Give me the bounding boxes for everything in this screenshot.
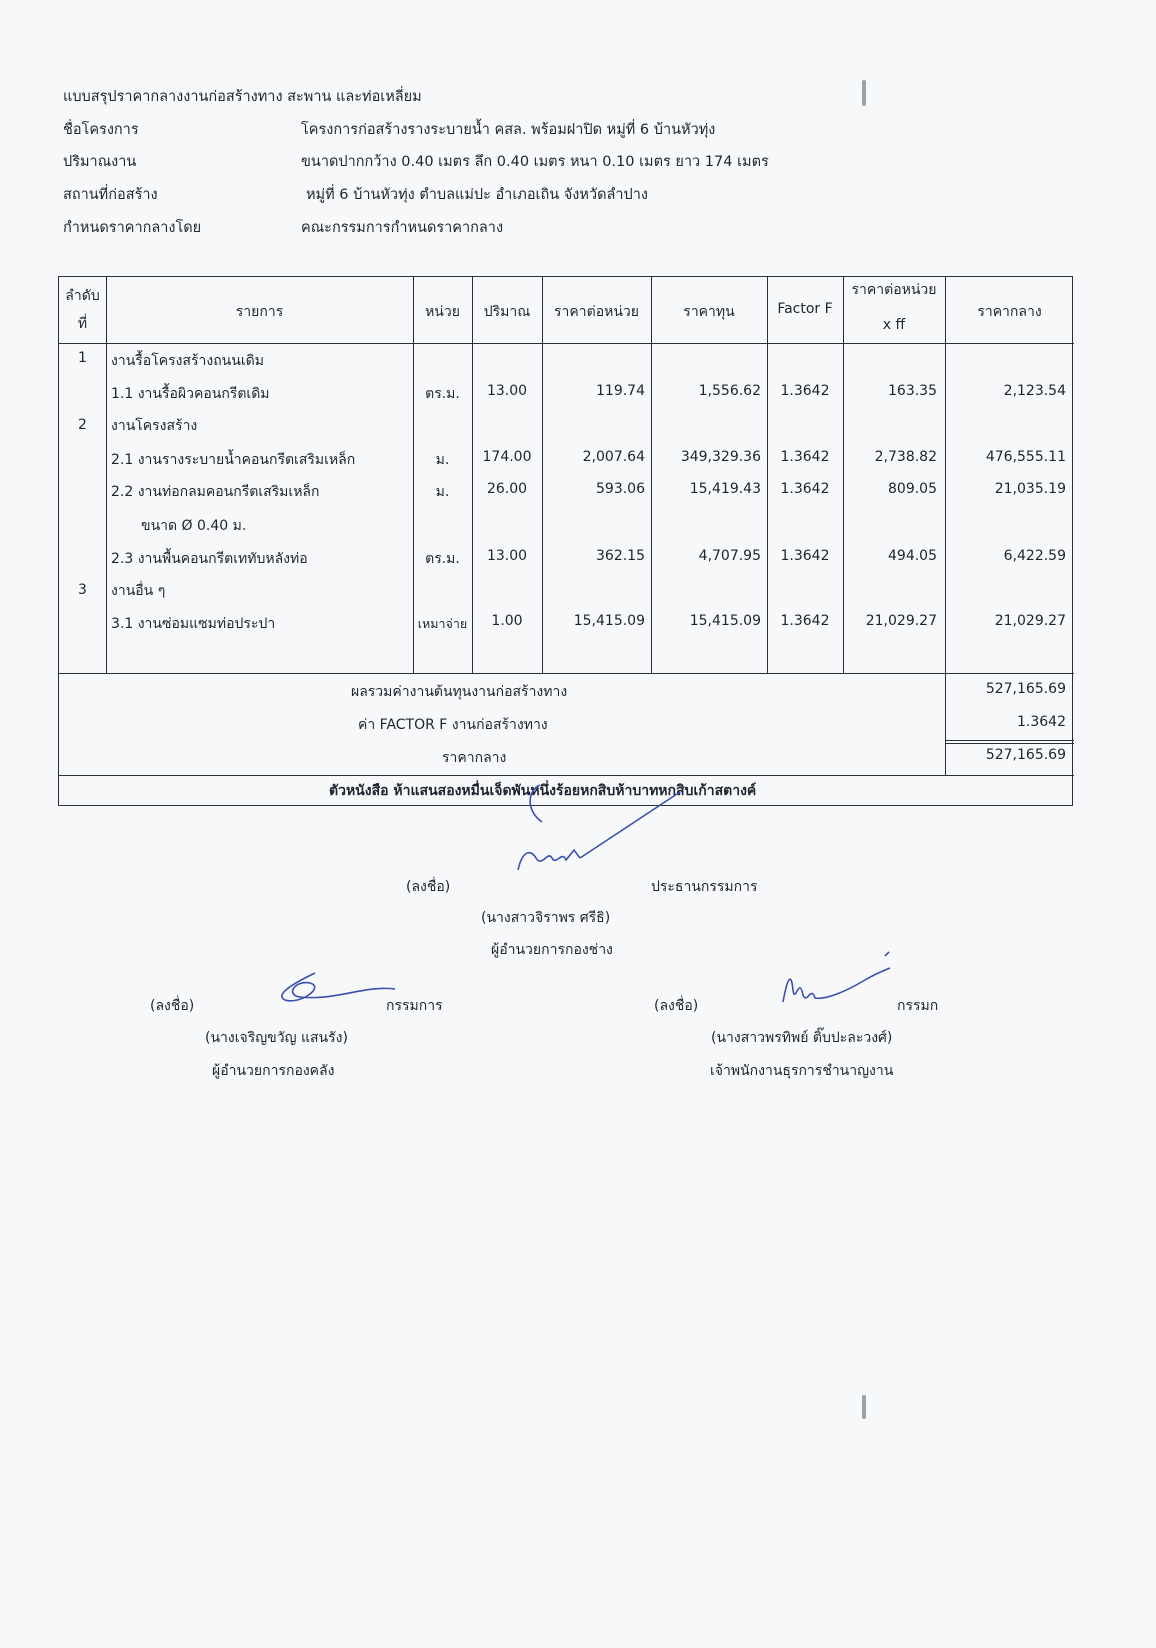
member2-name: (นางสาวพรทิพย์ ติ๊บปะละวงศ์) xyxy=(711,1030,893,1046)
row-price-ff: 494.05 xyxy=(888,548,937,564)
row-unit: ม. xyxy=(435,484,450,500)
header-item: รายการ xyxy=(235,304,284,320)
row-seq: 2 xyxy=(78,417,87,433)
chair-position: ผู้อำนวยการกองช่าง xyxy=(491,942,613,958)
row-cost: 1,556.62 xyxy=(698,383,761,399)
chair-name: (นางสาวจิราพร ศรีธิ) xyxy=(481,910,611,926)
header-factor: Factor F xyxy=(777,301,833,317)
row-median: 21,029.27 xyxy=(994,613,1066,629)
info-label: กำหนดราคากลางโดย xyxy=(63,220,202,236)
summary-total-value: 527,165.69 xyxy=(985,681,1066,697)
row-price-ff: 2,738.82 xyxy=(874,449,937,465)
info-location xyxy=(63,183,648,206)
row-factor: 1.3642 xyxy=(780,481,830,497)
row-median: 6,422.59 xyxy=(1003,548,1066,564)
header-price-ff: ราคาต่อหน่วย x ff xyxy=(851,282,937,333)
info-value: ขนาดปากกว้าง 0.40 เมตร ลึก 0.40 เมตร หนา 0.10 เมตร ยาว 174 เมตร xyxy=(301,154,769,170)
row-median: 21,035.19 xyxy=(994,481,1066,497)
member2-signature xyxy=(765,950,915,1010)
row-item: 2.1 งานรางระบายน้ำคอนกรีตเสริมเหล็ก xyxy=(111,452,356,468)
row-item: 3.1 งานซ่อมแซมท่อประปา xyxy=(111,616,276,632)
row-price-ff: 809.05 xyxy=(888,481,937,497)
row-qty: 13.00 xyxy=(486,383,528,399)
chair-role: ประธานกรรมการ xyxy=(651,879,758,895)
row-qty: 1.00 xyxy=(491,613,523,629)
row-unit-price: 593.06 xyxy=(596,481,645,497)
row-item-note: ขนาด Ø 0.40 ม. xyxy=(141,518,247,534)
info-value: โครงการก่อสร้างรางระบายน้ำ คสล. พร้อมฝาปิด หมู่ที่ 6 บ้านหัวทุ่ง xyxy=(301,122,716,138)
row-seq: 1 xyxy=(78,350,87,366)
row-item: งานโครงสร้าง xyxy=(111,418,198,434)
info-project-name xyxy=(63,118,715,141)
summary-factor-value: 1.3642 xyxy=(1017,714,1066,730)
info-label: ชื่อโครงการ xyxy=(63,122,139,138)
scan-mark xyxy=(862,1395,866,1419)
row-item: 1.1 งานรื้อผิวคอนกรีตเดิม xyxy=(111,386,270,402)
chair-sign-prefix: (ลงชื่อ) xyxy=(406,879,451,895)
amount-in-words: ตัวหนังสือ ห้าแสนสองหมื่นเจ็ดพันหนึ่งร้อยหกสิบห้าบาทหกสิบเก้าสตางค์ xyxy=(329,783,757,799)
chair-signature xyxy=(500,780,710,890)
row-qty: 13.00 xyxy=(486,548,528,564)
info-label: สถานที่ก่อสร้าง xyxy=(63,187,158,203)
row-unit: เหมาจ่าย xyxy=(417,616,468,631)
row-factor: 1.3642 xyxy=(780,449,830,465)
row-qty: 174.00 xyxy=(482,449,532,465)
row-item: 2.2 งานท่อกลมคอนกรีตเสริมเหล็ก xyxy=(111,484,320,500)
member1-role: กรรมการ xyxy=(386,998,443,1014)
header-qty: ปริมาณ xyxy=(483,304,531,320)
row-price-ff: 163.35 xyxy=(888,383,937,399)
info-value: หมู่ที่ 6 บ้านหัวทุ่ง ตำบลแม่ปะ อำเภอเถิน จังหวัดลำปาง xyxy=(306,187,648,203)
header-cost: ราคาทุน xyxy=(683,304,735,320)
row-cost: 349,329.36 xyxy=(680,449,761,465)
header-unit-price: ราคาต่อหน่วย xyxy=(554,304,639,320)
scan-mark xyxy=(862,80,866,106)
row-factor: 1.3642 xyxy=(780,613,830,629)
info-committee xyxy=(63,216,503,239)
row-factor: 1.3642 xyxy=(780,383,830,399)
row-item: งานรื้อโครงสร้างถนนเดิม xyxy=(111,353,264,369)
price-table xyxy=(58,276,1073,806)
info-label: ปริมาณงาน xyxy=(63,154,137,170)
summary-factor-label: ค่า FACTOR F งานก่อสร้างทาง xyxy=(358,717,548,733)
row-unit-price: 15,415.09 xyxy=(573,613,645,629)
member1-signature xyxy=(255,965,405,1015)
row-median: 2,123.54 xyxy=(1003,383,1066,399)
info-value: คณะกรรมการกำหนดราคากลาง xyxy=(301,220,504,236)
member2-position: เจ้าพนักงานธุรการชำนาญงาน xyxy=(710,1063,894,1079)
document-title: แบบสรุปราคากลางงานก่อสร้างทาง สะพาน และท่อเหลี่ยม xyxy=(63,89,422,105)
row-seq: 3 xyxy=(78,582,87,598)
row-item: งานอื่น ๆ xyxy=(111,583,166,599)
row-qty: 26.00 xyxy=(486,481,528,497)
row-price-ff: 21,029.27 xyxy=(865,613,937,629)
row-cost: 4,707.95 xyxy=(698,548,761,564)
member1-name: (นางเจริญขวัญ แสนรัง) xyxy=(205,1030,348,1046)
row-unit-price: 2,007.64 xyxy=(582,449,645,465)
row-factor: 1.3642 xyxy=(780,548,830,564)
member1-sign-prefix: (ลงชื่อ) xyxy=(150,998,195,1014)
member2-role: กรรมก xyxy=(897,998,939,1014)
summary-median-value: 527,165.69 xyxy=(985,747,1066,763)
row-unit: ตร.ม. xyxy=(425,386,460,402)
row-unit-price: 119.74 xyxy=(596,383,645,399)
member2-sign-prefix: (ลงชื่อ) xyxy=(654,998,699,1014)
row-unit: ตร.ม. xyxy=(425,551,460,567)
summary-total-label: ผลรวมค่างานต้นทุนงานก่อสร้างทาง xyxy=(351,684,568,700)
row-item: 2.3 งานพื้นคอนกรีตเททับหลังท่อ xyxy=(111,551,308,567)
member1-position: ผู้อำนวยการกองคลัง xyxy=(212,1063,335,1079)
row-median: 476,555.11 xyxy=(985,449,1066,465)
info-quantity xyxy=(63,150,769,173)
header-seq: ลำดับ ที่ xyxy=(65,288,100,332)
header-unit: หน่วย xyxy=(425,304,460,320)
row-cost: 15,419.43 xyxy=(689,481,761,497)
row-unit-price: 362.15 xyxy=(596,548,645,564)
header-median-price: ราคากลาง xyxy=(977,304,1042,320)
summary-median-label: ราคากลาง xyxy=(442,750,507,766)
row-unit: ม. xyxy=(435,452,450,468)
row-cost: 15,415.09 xyxy=(689,613,761,629)
